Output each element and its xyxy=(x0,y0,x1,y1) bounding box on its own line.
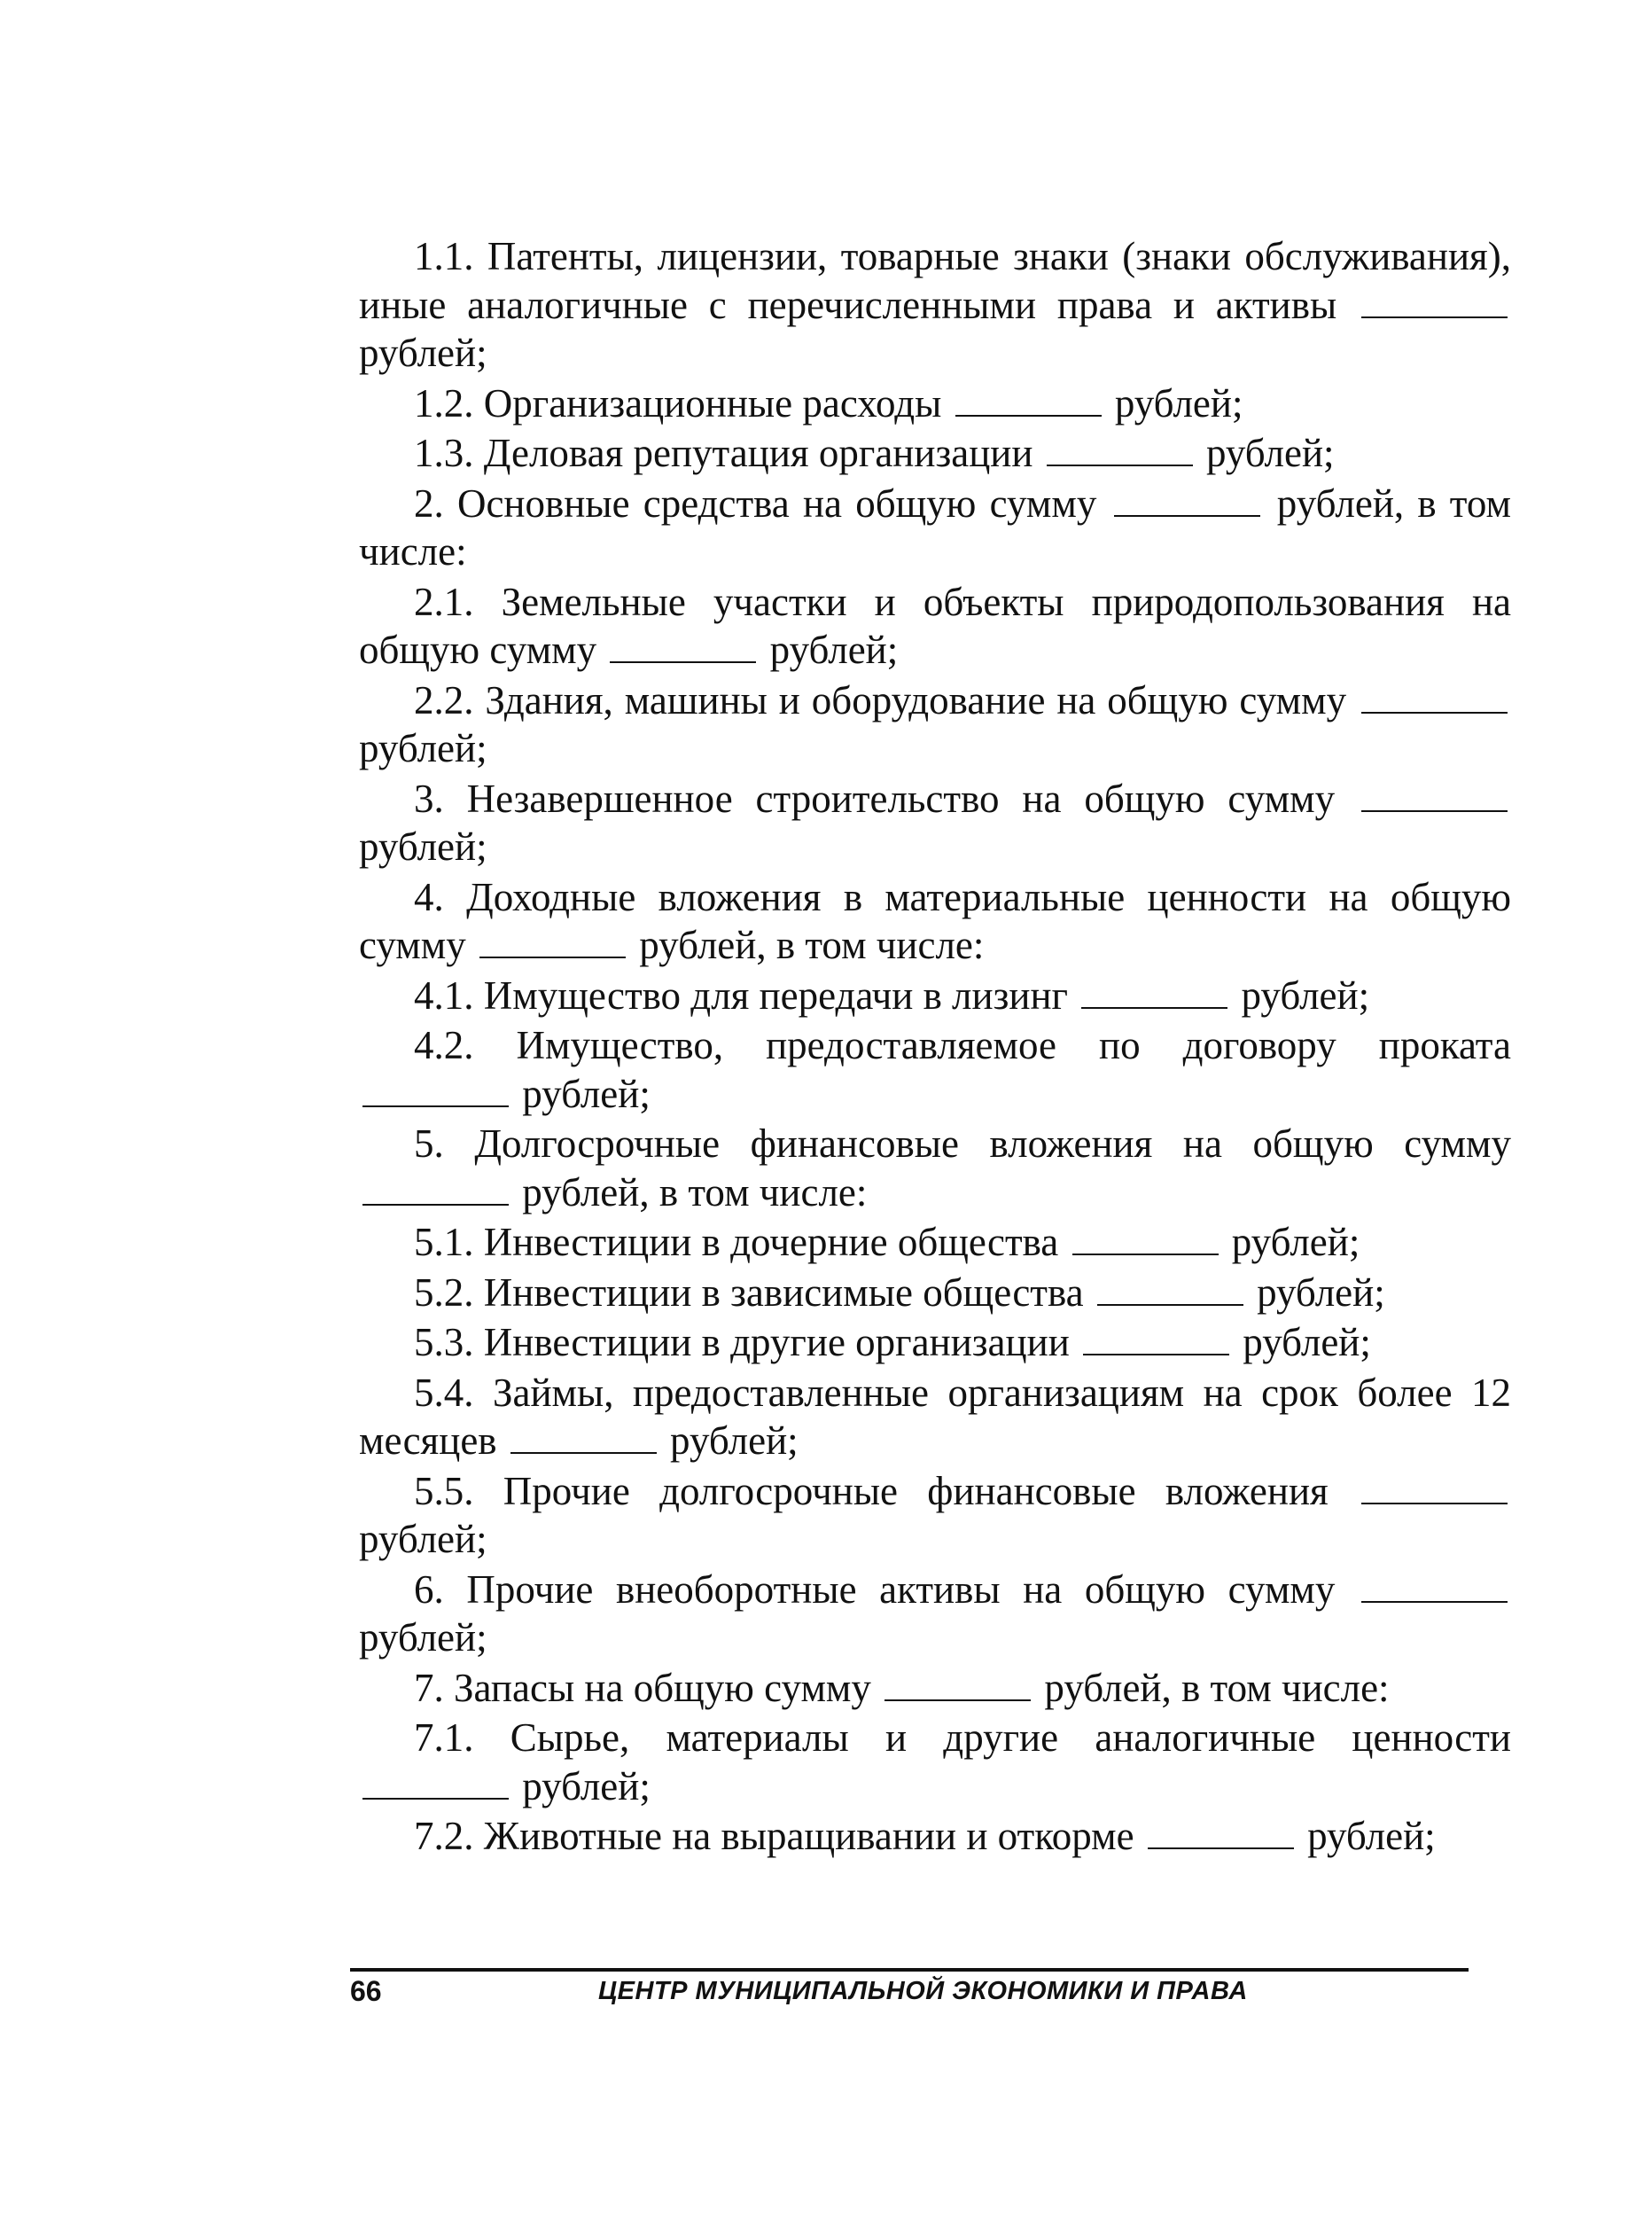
paragraph-suffix: рублей; xyxy=(359,1517,487,1561)
fill-in-blank xyxy=(884,1673,1031,1701)
paragraph-suffix: рублей; xyxy=(359,331,487,375)
paragraph-suffix: рублей; xyxy=(1114,380,1243,426)
paragraph-7-1 xyxy=(359,1714,1511,1810)
paragraph-2-1 xyxy=(359,578,1511,675)
fill-in-blank xyxy=(362,1177,509,1206)
paragraph-5-5 xyxy=(359,1467,1511,1564)
paragraph-4-1 xyxy=(359,972,1511,1020)
paragraph-suffix: рублей; xyxy=(359,726,487,770)
paragraph-1-3 xyxy=(359,429,1511,478)
paragraph-suffix: рублей, в том числе: xyxy=(522,1169,868,1215)
paragraph-5-4 xyxy=(359,1369,1511,1465)
paragraph-suffix: рублей; xyxy=(769,628,899,672)
paragraph-text: 1.1. Патенты, лицензии, товарные знаки (знаки обслуживания), иные аналогичные с перечисленными права и активы xyxy=(359,234,1511,327)
paragraph-7-2 xyxy=(359,1812,1511,1861)
paragraph-text: 5.2. Инвестиции в зависимые общества xyxy=(414,1269,1084,1315)
fill-in-blank xyxy=(1361,1476,1508,1504)
paragraph-text: 3. Незавершенное строительство на общую сумму xyxy=(414,776,1336,821)
fill-in-blank xyxy=(610,635,756,663)
paragraph-suffix: рублей; xyxy=(1243,1320,1371,1364)
fill-in-blank xyxy=(362,1079,509,1107)
paragraph-suffix: рублей; xyxy=(359,1615,487,1660)
fill-in-blank xyxy=(1047,438,1193,466)
paragraph-2-2 xyxy=(359,676,1511,773)
paragraph-7 xyxy=(359,1664,1511,1713)
footer-divider xyxy=(350,1968,1469,1972)
paragraph-4-2 xyxy=(359,1021,1511,1118)
paragraph-5-1 xyxy=(359,1218,1511,1267)
paragraph-text: 5.3. Инвестиции в другие организации xyxy=(414,1320,1070,1364)
paragraph-text: 5.5. Прочие долгосрочные финансовые вложения xyxy=(414,1468,1329,1513)
paragraph-text: 2.1. Земельные участки и объекты природопользования на общую сумму xyxy=(359,579,1511,672)
paragraph-text: 5. Долгосрочные финансовые вложения на общую сумму xyxy=(414,1121,1511,1166)
paragraph-text: 5.4. Займы, предоставленные организациям на срок более 12 месяцев xyxy=(359,1370,1511,1463)
paragraph-suffix: рублей; xyxy=(1307,1814,1436,1858)
footer-publisher-title: ЦЕНТР МУНИЦИПАЛЬНОЙ ЭКОНОМИКИ И ПРАВА xyxy=(598,1977,1248,2005)
paragraph-suffix: рублей; xyxy=(1205,431,1335,475)
paragraph-text: 1.3. Деловая репутация организации xyxy=(414,431,1033,475)
paragraph-2 xyxy=(359,480,1511,576)
paragraph-1-1 xyxy=(359,232,1511,378)
paragraph-5 xyxy=(359,1120,1511,1216)
paragraph-text: 7.2. Животные на выращивании и откорме xyxy=(414,1814,1134,1858)
paragraph-suffix: рублей; xyxy=(1231,1220,1360,1264)
form-text-block xyxy=(359,232,1511,1863)
paragraph-text: 2.2. Здания, машины и оборудование на общую сумму xyxy=(414,677,1347,722)
fill-in-blank xyxy=(1114,488,1260,517)
fill-in-blank xyxy=(1361,685,1508,714)
paragraph-text: 1.2. Организационные расходы xyxy=(414,380,942,426)
paragraph-text: 4.1. Имущество для передачи в лизинг xyxy=(414,972,1068,1018)
paragraph-5-2 xyxy=(359,1269,1511,1317)
fill-in-blank xyxy=(1097,1277,1243,1306)
paragraph-suffix: рублей; xyxy=(522,1071,651,1116)
paragraph-text: 5.1. Инвестиции в дочерние общества xyxy=(414,1220,1059,1264)
page-number: 66 xyxy=(350,1975,382,2007)
fill-in-blank xyxy=(1361,784,1508,812)
fill-in-blank xyxy=(510,1425,657,1454)
paragraph-text: 4. Доходные вложения в материальные ценности на общую сумму xyxy=(359,874,1511,967)
paragraph-1-2 xyxy=(359,379,1511,428)
paragraph-text: 2. Основные средства на общую сумму xyxy=(414,480,1097,526)
paragraph-suffix: рублей, в том числе: xyxy=(359,480,1512,574)
paragraph-suffix: рублей; xyxy=(522,1763,651,1808)
paragraph-text: 7.1. Сырье, материалы и другие аналогичные ценности xyxy=(414,1715,1511,1760)
fill-in-blank xyxy=(1081,980,1227,1009)
paragraph-suffix: рублей; xyxy=(1257,1269,1385,1315)
paragraph-suffix: рублей; xyxy=(1241,972,1370,1018)
fill-in-blank xyxy=(1072,1227,1219,1255)
fill-in-blank xyxy=(479,930,626,958)
paragraph-suffix: рублей; xyxy=(670,1418,799,1463)
paragraph-3 xyxy=(359,775,1511,871)
fill-in-blank xyxy=(1361,1574,1508,1603)
paragraph-text: 6. Прочие внеоборотные активы на общую сумму xyxy=(414,1566,1336,1612)
fill-in-blank xyxy=(955,388,1102,417)
paragraph-suffix: рублей, в том числе: xyxy=(1044,1665,1390,1710)
paragraph-4 xyxy=(359,873,1511,970)
fill-in-blank xyxy=(1148,1821,1294,1849)
paragraph-suffix: рублей, в том числе: xyxy=(639,923,985,967)
page-footer xyxy=(350,1973,1469,2018)
fill-in-blank xyxy=(362,1771,509,1800)
paragraph-text: 7. Запасы на общую сумму xyxy=(414,1665,871,1710)
fill-in-blank xyxy=(1083,1327,1229,1355)
paragraph-suffix: рублей; xyxy=(359,824,487,869)
fill-in-blank xyxy=(1361,290,1508,318)
paragraph-text: 4.2. Имущество, предоставляемое по договору проката xyxy=(414,1023,1511,1067)
paragraph-5-3 xyxy=(359,1318,1511,1367)
paragraph-6 xyxy=(359,1566,1511,1662)
